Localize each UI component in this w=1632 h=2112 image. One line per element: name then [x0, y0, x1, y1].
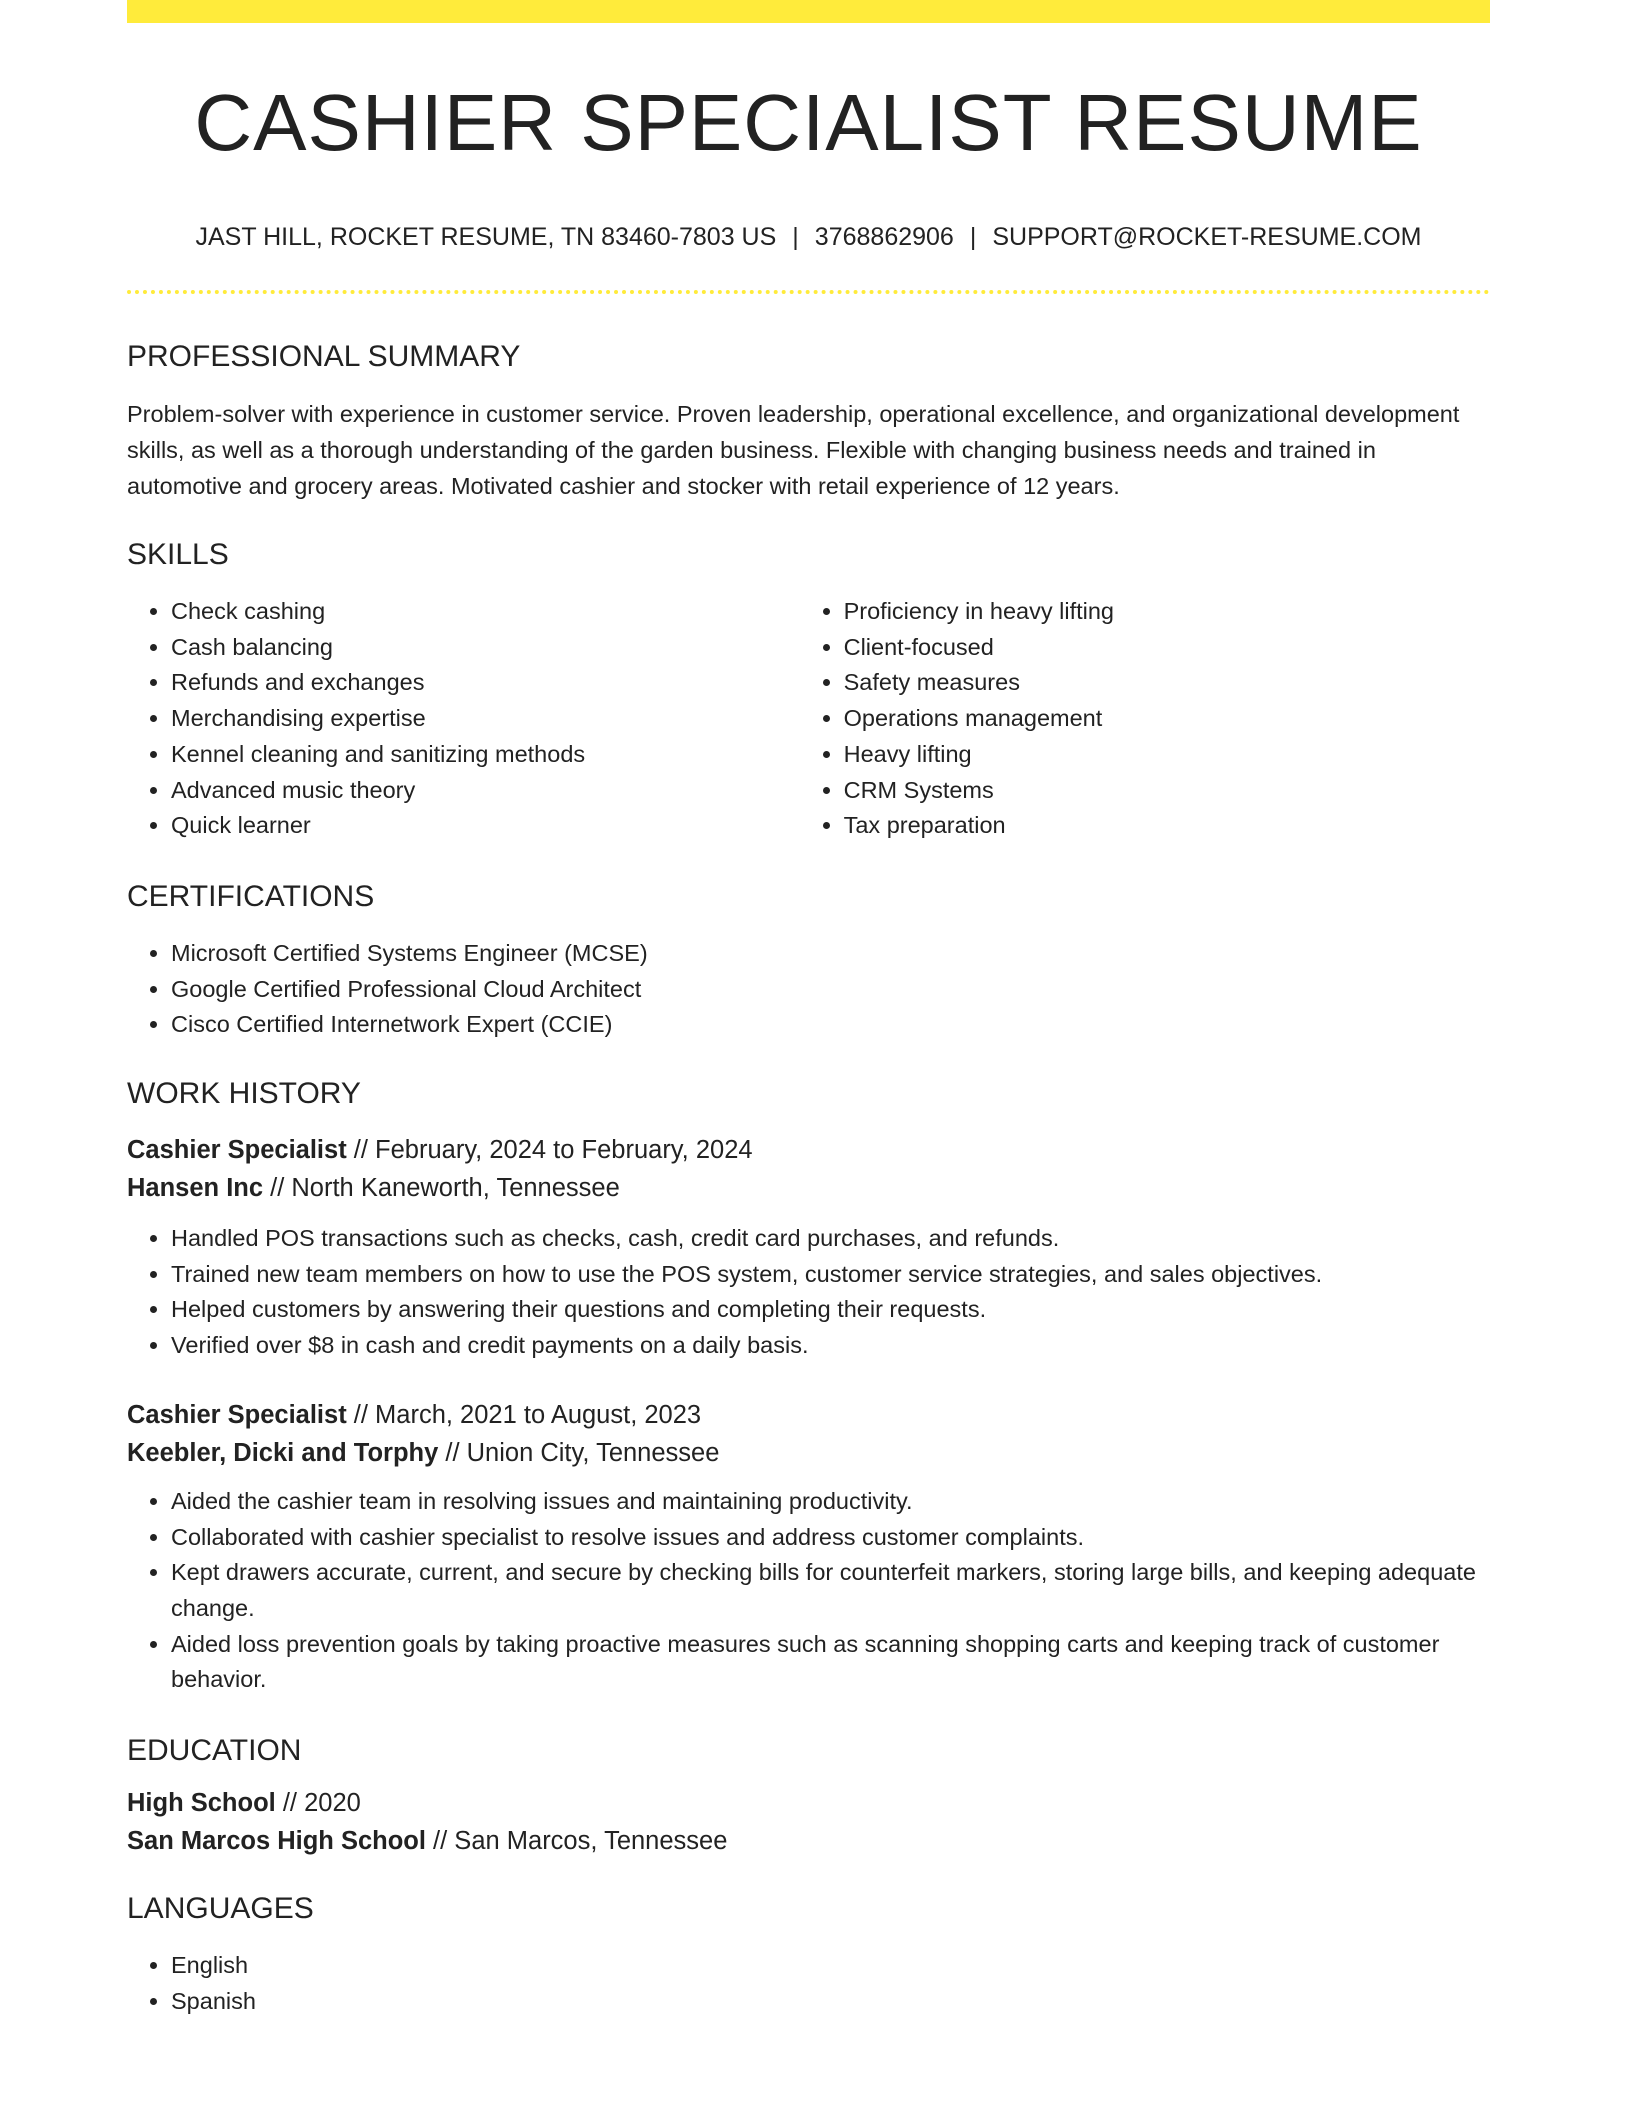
job-title-line [127, 1396, 1490, 1434]
education-entry [127, 1784, 1490, 1860]
contact-separator: | [969, 223, 977, 251]
job-dates: // February, 2024 to February, 2024 [346, 1136, 753, 1165]
job-title-line [127, 1131, 1490, 1169]
job-title: Cashier Specialist [127, 1136, 347, 1165]
job-company-line [127, 1169, 1490, 1207]
contact-email[interactable]: SUPPORT@ROCKET-RESUME.COM [992, 223, 1422, 251]
job-location: // North Kaneworth, Tennessee [263, 1174, 620, 1203]
contact-line [127, 225, 1490, 250]
list-item: • Trained new team members on how to use the POS system, customer service strategies, and sales objectives. [171, 1257, 1490, 1293]
summary-heading: PROFESSIONAL SUMMARY [127, 340, 521, 373]
certifications-list [127, 936, 1490, 1043]
list-item: • Refunds and exchanges [171, 665, 800, 701]
list-item: • Safety measures [844, 665, 1490, 701]
certifications-heading: CERTIFICATIONS [127, 879, 375, 913]
list-item: • Google Certified Professional Cloud Architect [171, 972, 1490, 1008]
job-entry [127, 1396, 1490, 1698]
school-line [127, 1822, 1490, 1860]
job-entry [127, 1131, 1490, 1364]
list-item: • Handled POS transactions such as checks, cash, credit card purchases, and refunds. [171, 1221, 1490, 1257]
degree-line [127, 1784, 1490, 1822]
degree: High School [127, 1789, 276, 1818]
job-bullets [127, 1221, 1490, 1364]
list-item: • Microsoft Certified Systems Engineer (MCSE) [171, 936, 1490, 972]
list-item: • Aided loss prevention goals by taking proactive measures such as scanning shopping carts and keeping track of customer behavior. [171, 1627, 1490, 1698]
skills-heading: SKILLS [127, 538, 229, 571]
summary-text: Problem-solver with experience in customer service. Proven leadership, operational excellence, and organizational development skills, as well as a thorough understanding of the garden business. Flexible with changing business needs and trained in automotive and grocery areas. Motivated cashier and stocker with retail experience of 12 years. [127, 401, 1460, 499]
job-dates: // March, 2021 to August, 2023 [346, 1400, 702, 1429]
list-item: • Operations management [844, 701, 1490, 737]
contact-address: JAST HILL, ROCKET RESUME, TN 83460-7803 US [195, 223, 777, 251]
list-item: • Kennel cleaning and sanitizing methods [171, 737, 800, 773]
list-item: • Check cashing [171, 594, 800, 630]
job-bullets [127, 1484, 1490, 1698]
resume-page [127, 0, 1490, 2019]
list-item: • Advanced music theory [171, 773, 800, 809]
languages-heading: LANGUAGES [127, 1892, 314, 1926]
resume-title: CASHIER SPECIALIST RESUME [194, 78, 1423, 167]
list-item: • Cash balancing [171, 630, 800, 666]
job-company: Hansen Inc [127, 1174, 264, 1203]
dotted-divider [127, 290, 1490, 294]
list-item: • Tax preparation [844, 808, 1490, 844]
list-item: • Verified over $8 in cash and credit payments on a daily basis. [171, 1328, 1490, 1364]
job-company: Keebler, Dicki and Torphy [127, 1438, 439, 1467]
job-location: // Union City, Tennessee [438, 1438, 720, 1467]
list-item: • Proficiency in heavy lifting [844, 594, 1490, 630]
contact-phone: 3768862906 [814, 223, 954, 251]
job-company-line [127, 1434, 1490, 1472]
list-item: • CRM Systems [844, 773, 1490, 809]
school-name: San Marcos High School [127, 1827, 426, 1856]
list-item: • Client-focused [844, 630, 1490, 666]
work-history-heading: WORK HISTORY [127, 1077, 361, 1111]
skills-list-right [800, 594, 1490, 844]
skills-list-left [127, 594, 800, 844]
list-item: • Merchandising expertise [171, 701, 800, 737]
list-item: • Helped customers by answering their questions and completing their requests. [171, 1292, 1490, 1328]
education-heading: EDUCATION [127, 1734, 302, 1768]
job-title: Cashier Specialist [127, 1400, 347, 1429]
list-item: • Collaborated with cashier specialist to resolve issues and address customer complaints. [171, 1520, 1490, 1556]
list-item: • Cisco Certified Internetwork Expert (CCIE) [171, 1007, 1490, 1043]
list-item: • Quick learner [171, 808, 800, 844]
contact-separator: | [792, 223, 799, 251]
accent-top-bar [127, 0, 1490, 23]
school-location: // San Marcos, Tennessee [425, 1827, 728, 1856]
skills-columns [127, 594, 1490, 844]
list-item: • Heavy lifting [844, 737, 1490, 773]
list-item: • Spanish [171, 1984, 1490, 2020]
list-item: • Aided the cashier team in resolving issues and maintaining productivity. [171, 1484, 1490, 1520]
languages-list [127, 1948, 1490, 2019]
list-item: • English [171, 1948, 1490, 1984]
graduation-year: // 2020 [275, 1789, 361, 1818]
list-item: • Kept drawers accurate, current, and secure by checking bills for counterfeit markers, storing large bills, and keeping adequate change. [171, 1555, 1490, 1626]
